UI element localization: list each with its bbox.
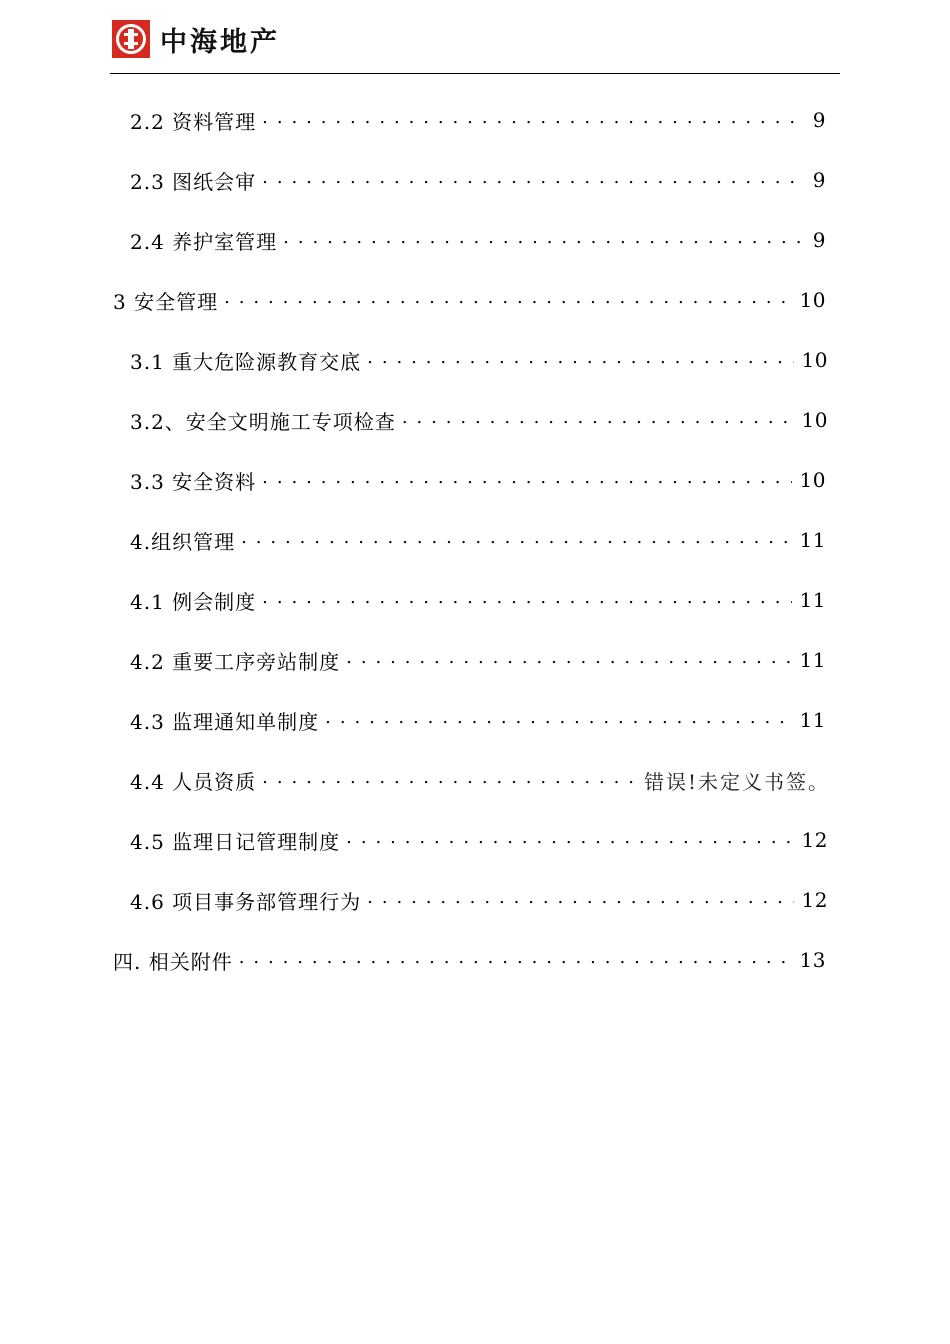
toc-dot-leader [325, 705, 791, 735]
toc-entry[interactable] [130, 825, 828, 855]
toc-entry-page: 13 [799, 948, 826, 972]
toc-entry-title: 4.5 监理日记管理制度 [130, 829, 341, 854]
toc-dot-leader [262, 165, 805, 195]
toc-entry-page: 10 [801, 408, 828, 432]
toc-dot-leader [239, 945, 792, 975]
toc-entry-page: 10 [799, 468, 826, 492]
toc-entry-title: 2.4 养护室管理 [130, 229, 278, 254]
toc-dot-leader [367, 885, 793, 915]
toc-entry[interactable] [130, 885, 828, 915]
toc-entry[interactable] [130, 165, 826, 195]
toc-entry[interactable] [130, 105, 826, 135]
toc-entry-page: 10 [801, 348, 828, 372]
toc-dot-leader [346, 645, 791, 675]
toc-entry-title: 4.4 人员资质 [130, 769, 257, 794]
toc-entry-title: 4.3 监理通知单制度 [130, 709, 320, 734]
toc-dot-leader [262, 585, 791, 615]
toc-entry-title: 3.2、安全文明施工专项检查 [130, 409, 396, 434]
toc-entry[interactable] [130, 585, 826, 615]
toc-entry-title: 2.2 资料管理 [130, 109, 257, 134]
toc-entry-page: 11 [799, 708, 826, 732]
toc-entry-page: 9 [812, 108, 826, 132]
toc-dot-leader [241, 525, 791, 555]
toc-entry-title: 2.3 图纸会审 [130, 169, 257, 194]
toc-entry[interactable] [130, 405, 828, 435]
toc-entry-title: 3 安全管理 [113, 289, 219, 314]
toc-dot-leader [224, 285, 791, 315]
toc-entry-page: 11 [799, 648, 826, 672]
toc-entry-page: 11 [799, 588, 826, 612]
toc-entry[interactable] [130, 345, 828, 375]
toc-entry-title: 3.1 重大危险源教育交底 [130, 349, 362, 374]
toc-entry-title: 4.2 重要工序旁站制度 [130, 649, 341, 674]
toc-dot-leader [402, 405, 794, 435]
toc-entry-page: 12 [801, 828, 828, 852]
toc-entry-title: 3.3 安全资料 [130, 469, 257, 494]
toc-entry-title: 4.6 项目事务部管理行为 [130, 889, 362, 914]
toc-entry[interactable] [130, 465, 826, 495]
toc-dot-leader [283, 225, 805, 255]
toc-entry[interactable] [113, 285, 826, 315]
toc-dot-leader [262, 105, 805, 135]
toc-dot-leader [367, 345, 793, 375]
toc-entry-title: 4.1 例会制度 [130, 589, 257, 614]
toc-entry-page: 12 [801, 888, 828, 912]
toc-entry-page: 9 [812, 168, 826, 192]
toc-entry[interactable] [113, 945, 826, 975]
toc-entry[interactable] [130, 645, 826, 675]
toc-entry-page: 11 [799, 528, 826, 552]
toc-entry-title: 4.组织管理 [130, 529, 236, 554]
toc-entry[interactable] [130, 225, 826, 255]
toc-entry[interactable] [130, 705, 826, 735]
toc-entry-page: 9 [812, 228, 826, 252]
toc-entry-page-error: 错误!未定义书签。 [643, 769, 830, 794]
toc-dot-leader [262, 765, 636, 795]
toc-entry[interactable] [130, 765, 830, 795]
toc-entry-page: 10 [799, 288, 826, 312]
toc-entry[interactable] [130, 525, 826, 555]
toc-entry-title: 四. 相关附件 [113, 949, 233, 974]
brand-name: 中海地产 [160, 26, 280, 58]
toc-dot-leader [262, 465, 791, 495]
toc-dot-leader [346, 825, 793, 855]
